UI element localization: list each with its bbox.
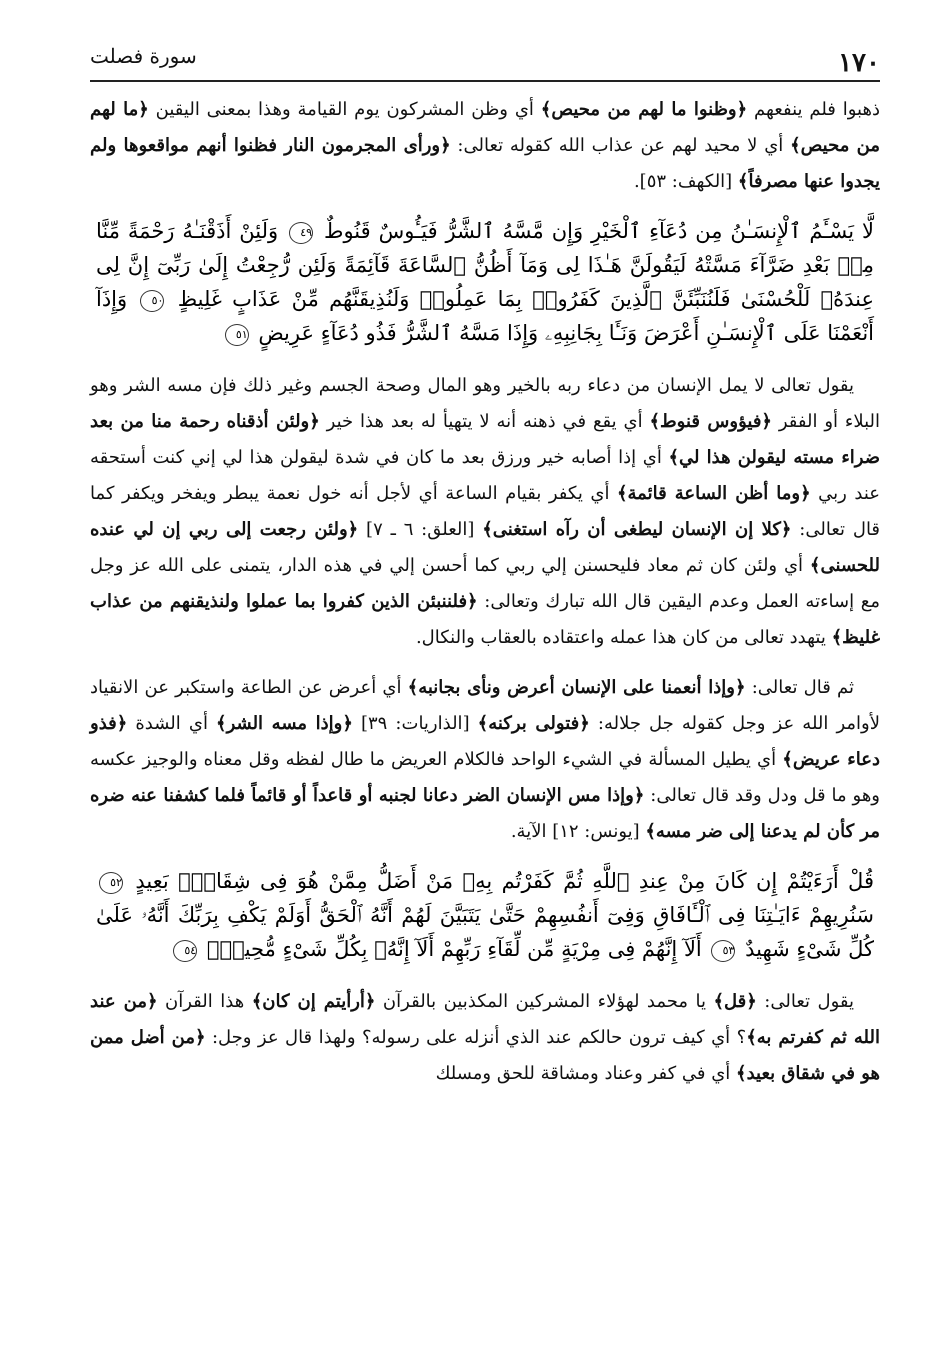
quoted-verse-text: ﴿قل﴾ bbox=[713, 991, 757, 1012]
text-segment: أي ولئن كان ثم معاد فليحسنن إلي ربي كما أحسن إلي في هذه الدار، يتمنى على الله عز وجل مع إساءته العمل وعدم اليقين قال الله تبارك وتعالى: bbox=[90, 555, 881, 612]
ayah-number-marker: ٥١ bbox=[225, 324, 249, 346]
text-segment: هذا القرآن bbox=[157, 991, 252, 1012]
page-header bbox=[90, 40, 880, 82]
text-segment: يا محمد لهؤلاء المشركين المكذبين بالقرآن bbox=[375, 991, 714, 1012]
text-segment: أي لا محيد لهم عن عذاب الله كقوله تعالى: bbox=[450, 135, 791, 156]
text-segment: وَإِذَآ أَنْعَمْنَا عَلَى ٱلْإِنسَـٰنِ أَعْرَضَ وَنَـَٔا بِجَانِبِهِۦ وَإِذَا مَسَّهُ ٱلشَّرُّ فَذُو دُعَآءٍ عَرِيضٍ bbox=[96, 287, 874, 345]
text-segment: سَنُرِيهِمْ ءَايَـٰتِنَا فِى ٱلْـَٔافَاقِ وَفِىٓ أَنفُسِهِمْ حَتَّىٰ يَتَبَيَّنَ لَهُمْ أَنَّهُ ٱلْحَقُّ أَوَلَمْ يَكْفِ بِرَبِّكَ أَنَّهُۥ عَلَىٰ كُلِّ شَىْءٍ شَهِيدٌ bbox=[96, 903, 874, 961]
ayah-number-marker: ٥٣ bbox=[711, 940, 735, 962]
quoted-verse-text: ﴿فلننبئن الذين كفروا بما عملوا ولنذيقنهم من عذاب غليظ﴾ bbox=[90, 591, 880, 648]
text-segment: أي في كفر وعناد ومشاقة للحق ومسلك bbox=[435, 1063, 737, 1084]
ayah-number-marker: ٥٢ bbox=[99, 872, 123, 894]
quoted-verse-text: ﴿أرأيتم إن كان﴾ bbox=[251, 991, 376, 1012]
ayah-number-marker: ٤٩ bbox=[289, 222, 313, 244]
quoted-verse-text: ﴿ولئن رجعت إلى ربي إن لي عنده للحسنى﴾ bbox=[90, 519, 880, 576]
quoted-verse-text: ﴿فتولى بركنه﴾ bbox=[477, 713, 590, 734]
surah-title: سورة فصلت bbox=[90, 44, 197, 68]
quoted-verse-text: ﴿من عند الله ثم كفرتم به﴾ bbox=[90, 991, 881, 1048]
commentary-paragraph bbox=[90, 92, 880, 200]
text-segment: ذهبوا فلم ينفعهم bbox=[747, 99, 880, 120]
text-segment: أي إذا أصابه خير ورزق بعد ما كان في شدة ليقولن هذا لي إني كنت أستحقه عند ربي bbox=[90, 447, 880, 504]
text-segment: وَلَئِنْ أَذَقْنَـٰهُ رَحْمَةً مِّنَّا مِنۢ بَعْدِ ضَرَّآءَ مَسَّتْهُ لَيَقُولَنَّ هَـٰذَا لِى وَمَآ أَظُنُّ ٱلسَّاعَةَ قَآئِمَةً وَلَئِن رُّجِعْتُ إِلَىٰ رَبِّىٓ إِنَّ لِى عِندَهُۥ لَلْحُسْنَىٰ فَلَنُنَبِّئَنَّ ٱلَّذِينَ كَفَرُوا۟ بِمَا عَمِلُوا۟ وَلَنُذِيقَنَّهُم مِّنْ عَذَابٍ غَلِيظٍ bbox=[96, 219, 874, 311]
page-number: ١٧٠ bbox=[838, 48, 880, 78]
commentary-paragraph bbox=[90, 368, 880, 656]
quran-verse-block bbox=[96, 214, 874, 350]
text-segment: أي يطيل المسألة في الشيء الواحد فالكلام العريض ما طال لفظه وقل معناه والوجيز عكسه وهو ما قل ودل وقد قال تعالى: bbox=[90, 749, 881, 806]
text-segment: أي وظن المشركون يوم القيامة وهذا بمعنى اليقين bbox=[148, 99, 541, 120]
text-segment: يتهدد تعالى من كان هذا عمله واعتقاده بالعقاب والنكال. bbox=[415, 627, 832, 648]
text-segment: يقول تعالى: bbox=[756, 991, 855, 1012]
text-segment: أي الشدة bbox=[127, 713, 217, 734]
quoted-verse-text: ﴿وإذا أنعمنا على الإنسان أعرض ونأى بجانبه﴾ bbox=[407, 677, 746, 698]
quoted-verse-text: ﴿وما أظن الساعة قائمة﴾ bbox=[616, 483, 811, 504]
quran-verse-block bbox=[96, 864, 874, 966]
text-segment: أي أعرض عن الطاعة واستكبر عن الانقياد لأوامر الله عز وجل كقوله جل جلاله: bbox=[90, 677, 881, 734]
text-segment: قُلْ أَرَءَيْتُمْ إِن كَانَ مِنْ عِندِ ٱللَّهِ ثُمَّ كَفَرْتُم بِهِۦ مَنْ أَضَلُّ مِمَّنْ هُوَ فِى شِقَاقٍۭ بَعِيدٍ bbox=[135, 869, 874, 893]
quoted-verse-text: ﴿ما لهم من محيص﴾ bbox=[90, 99, 881, 156]
text-segment: [الكهف: ٥٣]. bbox=[633, 171, 738, 192]
quoted-verse-text: ﴿ورأى المجرمون النار فظنوا أنهم مواقعوها ولم يجدوا عنها مصرفاً﴾ bbox=[90, 135, 880, 192]
commentary-paragraph bbox=[90, 670, 880, 850]
page-body bbox=[90, 92, 880, 1106]
ayah-number-marker: ٥٤ bbox=[173, 940, 197, 962]
commentary-paragraph bbox=[90, 984, 880, 1092]
quoted-verse-text: ﴿فذو دعاء عريض﴾ bbox=[90, 713, 880, 770]
text-segment: [العلق: ٦ ـ ٧] bbox=[358, 519, 483, 540]
text-segment: أي يكفر بقيام الساعة أي لأجل أنه خول نعمة يبطر ويفخر ويكفر كما قال تعالى: bbox=[90, 483, 881, 540]
text-segment: [الذاريات: ٣٩] bbox=[352, 713, 478, 734]
quoted-verse-text: ﴿كلا إن الإنسان ليطغى أن رآه استغنى﴾ bbox=[482, 519, 792, 540]
ayah-number-marker: ٥٠ bbox=[140, 290, 164, 312]
text-segment: أَلَآ إِنَّهُمْ فِى مِرْيَةٍ مِّن لِّقَآءِ رَبِّهِمْ أَلَآ إِنَّهُۥ بِكُلِّ شَىْءٍ مُّحِيطٌۢ bbox=[206, 937, 702, 961]
quoted-verse-text: ﴿وظنوا ما لهم من محيص﴾ bbox=[540, 99, 748, 120]
text-segment: لَّا يَسْـَٔمُ ٱلْإِنسَـٰنُ مِن دُعَآءِ ٱلْخَيْرِ وَإِن مَّسَّهُ ٱلشَّرُّ فَيَـُٔوسٌ قَنُوطٌ bbox=[324, 219, 874, 243]
quoted-verse-text: ﴿وإذا مس الإنسان الضر دعانا لجنبه أو قاعداً أو قائماً فلما كشفنا عنه ضره مر كأن لم يدعنا إلى ضر مسه﴾ bbox=[90, 785, 880, 842]
quoted-verse-text: ﴿ولئن أذقناه رحمة منا من بعد ضراء مسته ليقولن هذا لي﴾ bbox=[90, 411, 880, 468]
text-segment: ثم قال تعالى: bbox=[745, 677, 854, 698]
quoted-verse-text: ﴿وإذا مسه الشر﴾ bbox=[216, 713, 353, 734]
quoted-verse-text: ﴿من أضل ممن هو في شقاق بعيد﴾ bbox=[90, 1027, 880, 1084]
text-segment: [يونس: ١٢] الآية. bbox=[510, 821, 646, 842]
text-segment: يقول تعالى لا يمل الإنسان من دعاء ربه بالخير وهو المال وصحة الجسم وغير ذلك فإن مسه الشر وهو البلاء أو الفقر bbox=[90, 375, 881, 432]
book-page bbox=[90, 40, 880, 1350]
quoted-verse-text: ﴿فيؤوس قنوط﴾ bbox=[649, 411, 772, 432]
text-segment: ؟ أي كيف ترون حالكم عند الذي أنزله على رسوله؟ ولهذا قال عز وجل: bbox=[205, 1027, 747, 1048]
text-segment: أي يقع في ذهنه أنه لا يتهيأ له بعد هذا خير bbox=[319, 411, 650, 432]
